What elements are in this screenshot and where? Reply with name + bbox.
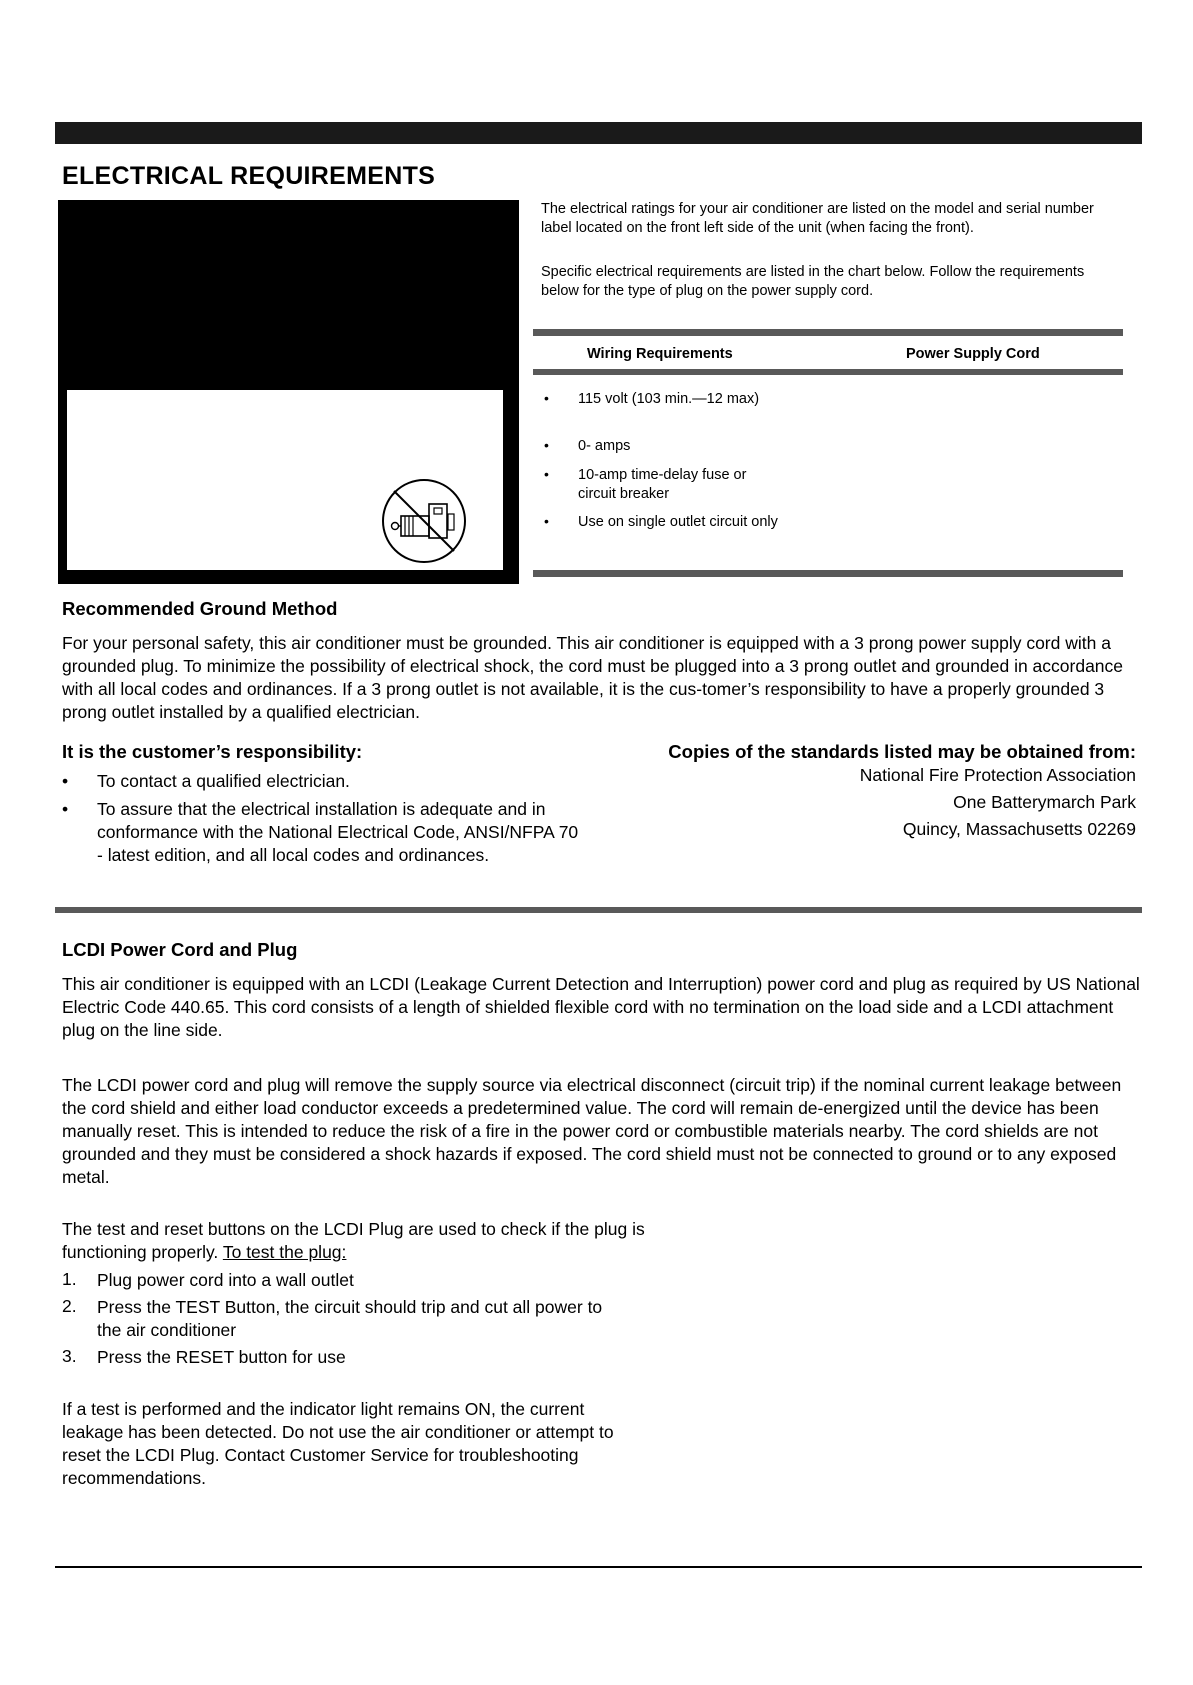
lcdi-paragraph-2: The LCDI power cord and plug will remove the supply source via electrical disconnect (circuit trip) if the nominal current leakage between the cord shield and either load conductor exceeds a predetermined value. The cord will remain de-energized until the device has been manually reset. This is intended to reduce the risk of a fire in the power cord or combustible materials nearby. The cord shields are not grounded and they must be considered a shock hazards if exposed. The cord shield must not be connected to ground or to any exposed metal.: [62, 1075, 1122, 1187]
bullet: •: [544, 466, 549, 482]
wiring-item: 10-amp time-delay fuse or circuit breaker: [578, 467, 747, 502]
ground-method-heading: Recommended Ground Method: [62, 598, 338, 619]
step-number: 1.: [62, 1269, 77, 1289]
no-adapter-plug-icon: [381, 478, 467, 564]
standards-street: One Batterymarch Park: [953, 792, 1136, 812]
test-step: Plug power cord into a wall outlet: [97, 1270, 354, 1290]
lcdi-paragraph-4: If a test is performed and the indicator light remains ON, the current leakage has been detected. Do not use the air conditioner or attempt to reset the LCDI Plug. Contact Customer Service for troubleshooting recommendations.: [62, 1399, 614, 1488]
table-bottom-rule: [533, 570, 1123, 577]
col-power-supply-cord: Power Supply Cord: [906, 346, 1040, 362]
section-divider: [55, 907, 1142, 913]
step-number: 3.: [62, 1346, 77, 1366]
footer-rule: [55, 1566, 1142, 1568]
page-title: ELECTRICAL REQUIREMENTS: [62, 162, 436, 190]
table-top-rule: [533, 329, 1123, 336]
bullet: •: [544, 390, 549, 406]
lcdi-test-intro: The test and reset buttons on the LCDI Plug are used to check if the plug is functioning properly.: [62, 1219, 645, 1262]
wiring-item: Use on single outlet circuit only: [578, 514, 778, 530]
bullet: •: [544, 513, 549, 529]
responsibility-item: To assure that the electrical installation is adequate and in conformance with the National Electrical Code, ANSI/NFPA 70 - latest edition, and all local codes and ordinances.: [97, 799, 579, 865]
test-step: Press the RESET button for use: [97, 1347, 346, 1367]
lcdi-paragraph-1: This air conditioner is equipped with an LCDI (Leakage Current Detection and Interruption) power cord and plug as required by US National Electric Code 440.65. This cord consists of a length of shielded flexible cord with no termination on the load side and a LCDI attachment plug on the line side.: [62, 974, 1140, 1040]
lcdi-heading: LCDI Power Cord and Plug: [62, 939, 298, 960]
wiring-item: 0- amps: [578, 438, 631, 454]
bullet: •: [62, 771, 69, 791]
standards-org: National Fire Protection Association: [859, 765, 1136, 785]
step-number: 2.: [62, 1296, 77, 1316]
table-header-rule: [533, 369, 1123, 375]
standards-city: Quincy, Massachusetts 02269: [902, 819, 1136, 839]
test-plug-label: To test the plug:: [222, 1242, 347, 1262]
bullet: •: [544, 437, 549, 453]
ground-method-text: For your personal safety, this air conditioner must be grounded. This air conditioner is equipped with a 3 prong power supply cord with a grounded plug. To minimize the possibility of electrical shock, the cord must be plugged into a 3 prong outlet and grounded in accordance with all local codes and ordinances. If a 3 prong outlet is not available, it is the cus-tomer’s responsibility to have a properly grounded 3 prong outlet installed by a qualified electrician.: [62, 633, 1124, 722]
test-step: Press the TEST Button, the circuit should trip and cut all power to the air conditioner: [97, 1297, 603, 1340]
col-wiring-requirements: Wiring Requirements: [587, 346, 733, 362]
bullet: •: [62, 799, 69, 819]
intro-paragraph-2: Specific electrical requirements are listed in the chart below. Follow the requirements below for the type of plug on the power supply cord.: [541, 264, 1085, 299]
responsibility-heading: It is the customer’s responsibility:: [62, 741, 363, 762]
intro-paragraph-1: The electrical ratings for your air conditioner are listed on the model and serial number label located on the front left side of the unit (when facing the front).: [541, 201, 1094, 236]
lcdi-paragraph-3: [62, 1218, 652, 1264]
standards-heading: Copies of the standards listed may be obtained from:: [668, 741, 1136, 762]
responsibility-item: To contact a qualified electrician.: [97, 771, 350, 791]
wiring-item: 115 volt (103 min.—12 max): [578, 391, 760, 407]
header-bar: [55, 122, 1142, 144]
